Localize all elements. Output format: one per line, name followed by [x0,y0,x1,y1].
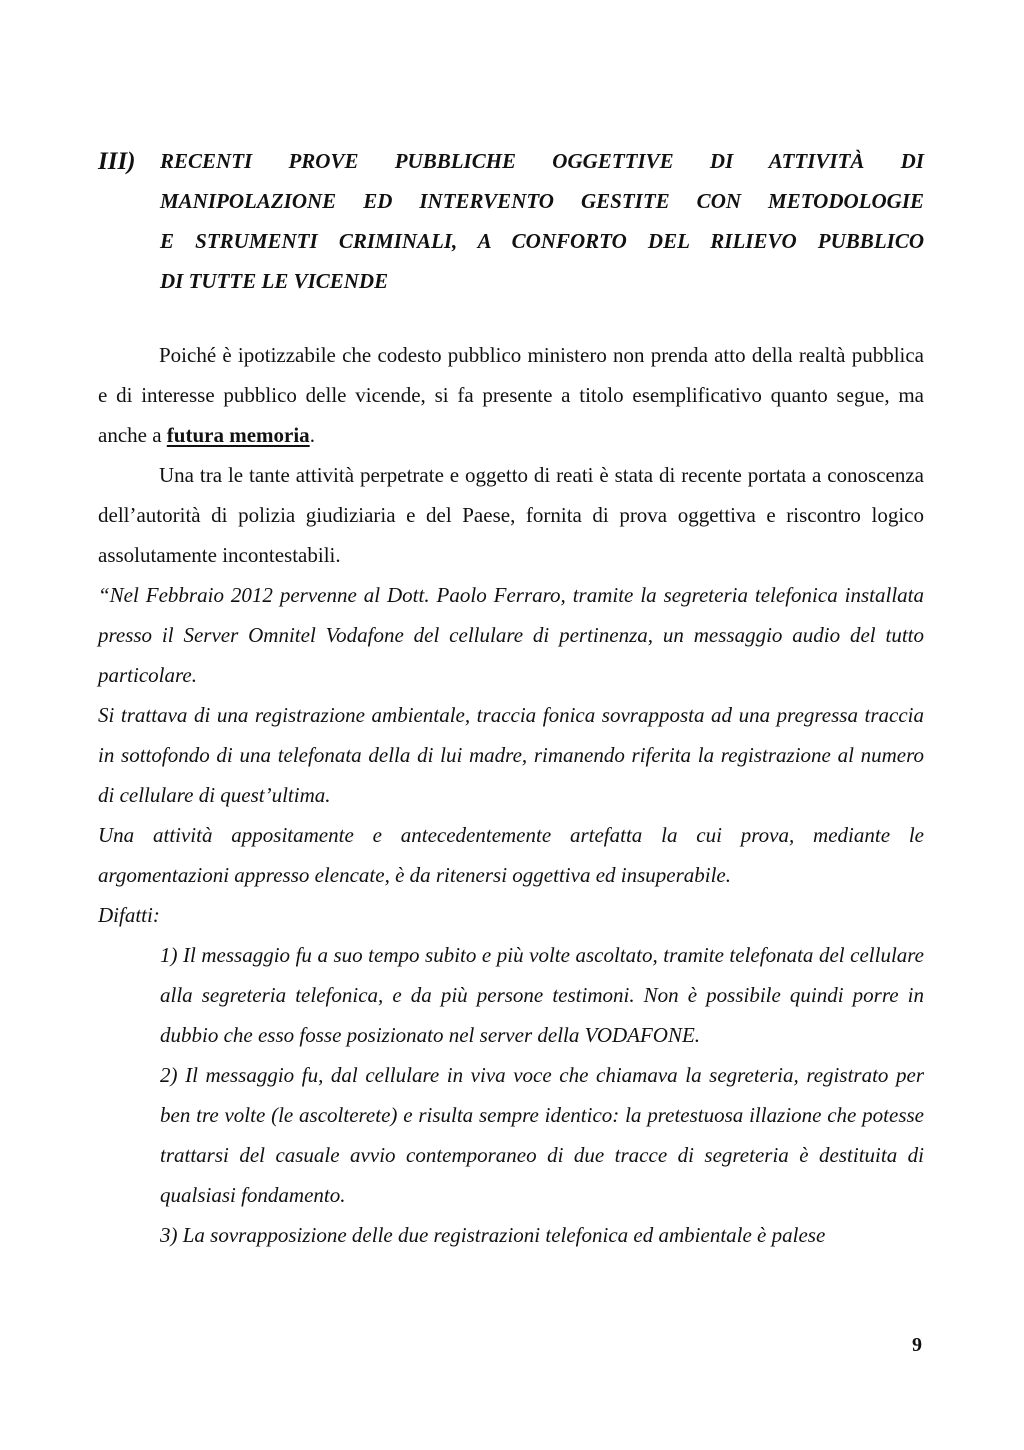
section-title-line: DI TUTTE LE VICENDE [160,269,389,293]
quote-paragraph-3: Una attività appositamente e antecedentemente artefatta la cui prova, mediante le argomentazioni appresso elencate, è da ritenersi oggettiva ed insuperabile. [98,823,924,887]
quote-paragraph-1: “Nel Febbraio 2012 pervenne al Dott. Paolo Ferraro, tramite la segreteria telefonica installata presso il Server Omnitel Vodafone del cellulare di pertinenza, un messaggio audio del tutto particolare. [98,583,924,687]
section-title-line: E STRUMENTI CRIMINALI, A CONFORTO DEL RILIEVO PUBBLICO [160,229,924,253]
paragraph-activity: Una tra le tante attività perpetrate e oggetto di reati è stata di recente portata a conoscenza dell’autorità di polizia giudiziaria e del Paese, fornita di prova oggettiva e riscontro logico assolutamente incontestabili. [98,463,924,567]
section-title [160,141,924,301]
section-number: III) [98,148,136,175]
emphasis-futura-memoria: futura memoria [166,423,310,447]
list-item: 2) Il messaggio fu, dal cellulare in viva voce che chiamava la segreteria, registrato per ben tre volte (le ascolterete) e risulta sempre identico: la pretestuosa illazione che potesse trattarsi del casuale avvio contemporaneo di due tracce di segreteria è destituita di qualsiasi fondamento. [160,1063,924,1207]
quote-paragraph-2: Si trattava di una registrazione ambientale, traccia fonica sovrapposta ad una pregressa traccia in sottofondo di una telefonata della di lui madre, rimanendo riferita la registrazione al numero di cellulare di quest’ultima. [98,703,924,807]
paragraph-intro-end: . [309,423,315,447]
section-heading [98,141,924,301]
quote-paragraph-4: Difatti: [98,903,160,927]
paragraph-intro [98,335,924,455]
section-title-line: MANIPOLAZIONE ED INTERVENTO GESTITE CON METODOLOGIE [160,189,924,213]
list-item: 1) Il messaggio fu a suo tempo subito e più volte ascoltato, tramite telefonata del cellulare alla segreteria telefonica, e da più persone testimoni. Non è possibile quindi porre in dubbio che esso fosse posizionato nel server della VODAFONE. [160,943,924,1047]
numbered-list [160,935,924,1255]
list-item: 3) La sovrapposizione delle due registrazioni telefonica ed ambientale è palese [160,1223,826,1247]
page-number: 9 [912,1334,922,1356]
body-text [98,335,924,1255]
paragraph-intro-text: Poiché è ipotizzabile che codesto pubblico ministero non prenda atto della realtà pubblica e di interesse pubblico delle vicende, si fa presente a titolo esemplificativo quanto segue, ma anche a [98,343,924,447]
section-title-line: RECENTI PROVE PUBBLICHE OGGETTIVE DI ATTIVITÀ DI [160,149,924,173]
